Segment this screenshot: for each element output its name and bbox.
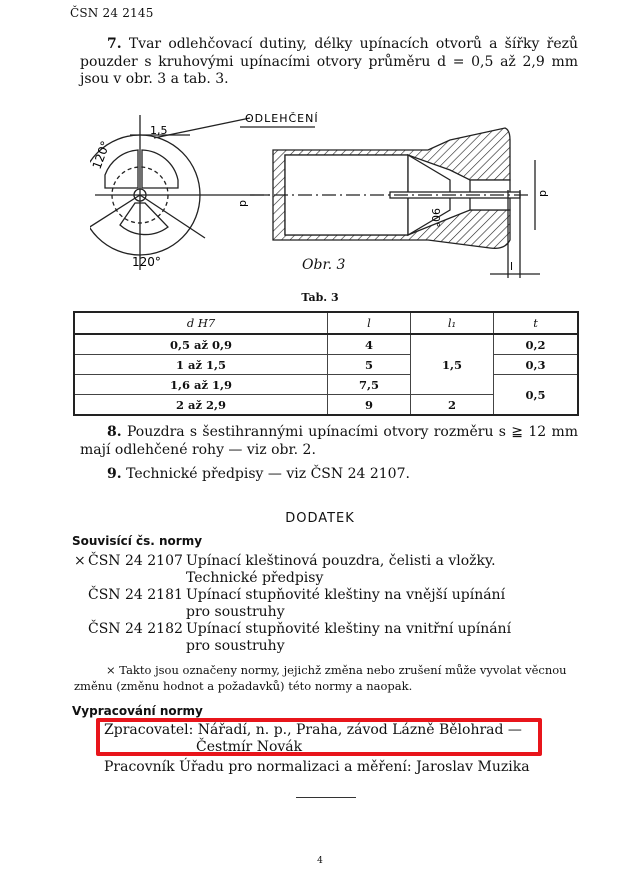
header-d: d H7 bbox=[74, 312, 328, 334]
norm-mark: × bbox=[74, 553, 86, 569]
slot-width-label: 1,5 bbox=[150, 124, 168, 137]
header-l: l bbox=[328, 312, 411, 334]
norm-desc: Upínací stupňovité kleštiny na vnitřní upínání bbox=[186, 621, 512, 637]
appendix-title: DODATEK bbox=[285, 511, 355, 526]
table-3 bbox=[73, 311, 579, 416]
cell-l1: 2 bbox=[411, 395, 494, 416]
cell-d: 1,6 až 1,9 bbox=[74, 375, 328, 395]
section-8-text: Pouzdra s šestihrannými upínacími otvory rozměru s ≧ 12 mm mají odlehčené rohy — viz obr. 2. bbox=[80, 424, 578, 458]
cell-l1: 1,5 bbox=[411, 334, 494, 395]
angle-left-label: 120° bbox=[90, 139, 113, 172]
highlight-box bbox=[96, 718, 542, 756]
relief-label: ODLEHČENÍ bbox=[245, 112, 319, 125]
norm-desc: Upínací kleštinová pouzdra, čelisti a vložky. bbox=[186, 553, 496, 569]
section-7-number: 7. bbox=[107, 36, 122, 52]
page-number: 4 bbox=[317, 856, 323, 866]
footnote-text: × Takto jsou označeny normy, jejichž změna nebo zrušení může vyvolat věcnou změnu (změnu hodnot a požadavků) této normy a naopak. bbox=[74, 663, 567, 693]
list-item bbox=[74, 621, 511, 655]
standard-id-header: ČSN 24 2145 bbox=[70, 6, 154, 20]
cell-t: 0,3 bbox=[494, 355, 579, 375]
section-9-number: 9. bbox=[107, 466, 122, 482]
norm-code: ČSN 24 2182 bbox=[88, 621, 183, 637]
section-7 bbox=[80, 36, 578, 89]
norm-desc-cont: pro soustruhy bbox=[186, 638, 285, 654]
processor-line-1: Zpracovatel: Nářadí, n. p., Praha, závod Lázně Bělohrad — bbox=[104, 722, 522, 738]
side-section bbox=[250, 128, 540, 278]
cell-l: 5 bbox=[328, 355, 411, 375]
cell-d: 0,5 až 0,9 bbox=[74, 334, 328, 355]
norm-code: ČSN 24 2181 bbox=[88, 587, 183, 603]
norm-mark bbox=[74, 587, 88, 604]
table-header-row bbox=[74, 312, 578, 334]
cell-l: 9 bbox=[328, 395, 411, 416]
related-norms-heading: Souvisící čs. normy bbox=[72, 534, 203, 548]
table-row bbox=[74, 355, 578, 375]
norm-desc-cont: Technické předpisy bbox=[186, 570, 324, 586]
header-l1: l₁ bbox=[411, 312, 494, 334]
section-9 bbox=[80, 466, 578, 484]
end-view bbox=[90, 115, 270, 270]
angle-cone-label: 90° bbox=[429, 208, 442, 228]
norm-code: ČSN 24 2107 bbox=[88, 553, 183, 569]
norm-desc-cont: pro soustruhy bbox=[186, 604, 285, 620]
end-rule bbox=[296, 797, 356, 798]
norm-desc: Upínací stupňovité kleštiny na vnější upínání bbox=[186, 587, 506, 603]
list-item bbox=[74, 553, 511, 587]
related-norms-list bbox=[74, 553, 511, 655]
cell-l: 4 bbox=[328, 334, 411, 355]
section-7-text: Tvar odlehčovací dutiny, délky upínacích otvorů a šířky řezů pouzder s kruhovými upínacími otvory průměru d = 0,5 až 2,9 mm jsou v obr. 3 a tab. 3. bbox=[80, 36, 578, 87]
table-caption: Tab. 3 bbox=[301, 291, 339, 304]
norms-footnote bbox=[74, 662, 578, 694]
cell-d: 2 až 2,9 bbox=[176, 397, 226, 412]
cell-t: 0,2 bbox=[494, 334, 579, 355]
figure-caption: Obr. 3 bbox=[302, 257, 346, 273]
dim-d-right-label: d bbox=[537, 190, 550, 197]
cell-t: 0,5 bbox=[494, 375, 579, 416]
table-row bbox=[74, 334, 578, 355]
norm-mark bbox=[74, 621, 88, 638]
officer-line: Pracovník Úřadu pro normalizaci a měření: Jaroslav Muzika bbox=[104, 759, 530, 775]
angle-bottom-label: 120° bbox=[132, 255, 161, 269]
cell-d: 1 až 1,5 bbox=[74, 355, 328, 375]
prepared-heading: Vypracování normy bbox=[72, 704, 203, 718]
processor-line-2: Čestmír Novák bbox=[196, 739, 303, 755]
dim-l-label: l bbox=[510, 260, 514, 273]
table-row bbox=[74, 375, 578, 395]
header-t: t bbox=[494, 312, 579, 334]
list-item bbox=[74, 587, 511, 621]
section-8-number: 8. bbox=[107, 424, 122, 440]
dim-d-left-label: d bbox=[237, 200, 250, 207]
cell-l: 7,5 bbox=[328, 375, 411, 395]
section-9-text: Technické předpisy — viz ČSN 24 2107. bbox=[126, 466, 410, 482]
section-8 bbox=[80, 424, 578, 459]
